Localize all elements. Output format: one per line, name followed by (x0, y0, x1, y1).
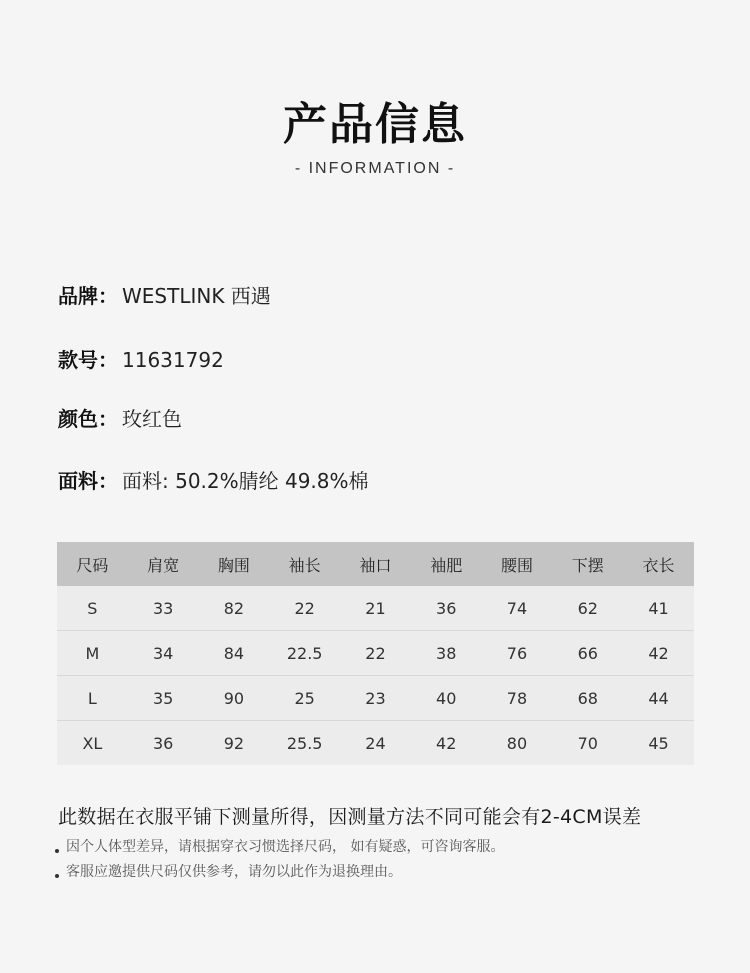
table-cell: 74 (482, 586, 553, 631)
info-label: 品牌： (58, 284, 118, 308)
table-cell: XL (57, 721, 128, 766)
column-header: 肩宽 (128, 542, 199, 586)
table-cell: 25 (269, 676, 340, 721)
table-cell: 76 (482, 631, 553, 676)
column-header: 腰围 (482, 542, 553, 586)
page-title: 产品信息 (283, 99, 467, 150)
table-cell: 80 (482, 721, 553, 766)
table-cell: 33 (128, 586, 199, 631)
info-label: 面料： (58, 469, 118, 493)
bullet-dot-icon (55, 874, 59, 878)
table-cell: M (57, 631, 128, 676)
table-cell: 82 (199, 586, 270, 631)
column-header: 胸围 (199, 542, 270, 586)
table-row (57, 721, 694, 766)
list-item (55, 861, 504, 886)
page-subtitle: - INFORMATION - (294, 160, 456, 177)
table-cell: 62 (552, 586, 623, 631)
table-cell: 84 (199, 631, 270, 676)
table-cell: 35 (128, 676, 199, 721)
table-cell: 42 (623, 631, 694, 676)
info-value: 玫红色 (122, 407, 182, 431)
info-label: 款号： (58, 348, 118, 372)
table-cell: 68 (552, 676, 623, 721)
info-brand (58, 280, 271, 309)
table-cell: 78 (482, 676, 553, 721)
table-cell: 23 (340, 676, 411, 721)
table-cell: 90 (199, 676, 270, 721)
column-header: 袖长 (269, 542, 340, 586)
table-cell: 24 (340, 721, 411, 766)
list-item (55, 836, 504, 861)
table-row (57, 676, 694, 721)
info-color (58, 403, 182, 432)
table-cell: 40 (411, 676, 482, 721)
table-cell: L (57, 676, 128, 721)
column-header: 下摆 (552, 542, 623, 586)
column-header: 尺码 (57, 542, 128, 586)
column-header: 袖肥 (411, 542, 482, 586)
notes-list (55, 836, 504, 886)
table-header-row (57, 542, 694, 586)
info-fabric (58, 465, 369, 494)
info-value: 面料: 50.2%腈纶 49.8%棉 (122, 469, 369, 493)
table-cell: 38 (411, 631, 482, 676)
table-cell: 42 (411, 721, 482, 766)
info-style-number (58, 344, 224, 373)
table-cell: 70 (552, 721, 623, 766)
table-cell: 66 (552, 631, 623, 676)
info-value: WESTLINK 西遇 (122, 284, 271, 308)
table-cell: 22 (340, 631, 411, 676)
size-table (57, 542, 694, 765)
table-cell: 41 (623, 586, 694, 631)
note-text: 因个人体型差异，请根据穿衣习惯选择尺码， 如有疑惑，可咨询客服。 (66, 839, 505, 855)
table-cell: 36 (128, 721, 199, 766)
column-header: 衣长 (623, 542, 694, 586)
table-cell: 92 (199, 721, 270, 766)
info-value: 11631792 (122, 348, 224, 372)
note-text: 客服应邀提供尺码仅供参考，请勿以此作为退换理由。 (66, 864, 402, 880)
table-cell: 22 (269, 586, 340, 631)
table-cell: 21 (340, 586, 411, 631)
table-cell: 22.5 (269, 631, 340, 676)
measurement-note: 此数据在衣服平铺下测量所得，因测量方法不同可能会有2-4CM误差 (58, 806, 642, 828)
table-cell: 44 (623, 676, 694, 721)
table-cell: 45 (623, 721, 694, 766)
table-row (57, 586, 694, 631)
info-label: 颜色： (58, 407, 118, 431)
column-header: 袖口 (340, 542, 411, 586)
bullet-dot-icon (55, 849, 59, 853)
table-cell: 36 (411, 586, 482, 631)
table-cell: 25.5 (269, 721, 340, 766)
table-row (57, 631, 694, 676)
table-cell: 34 (128, 631, 199, 676)
table-cell: S (57, 586, 128, 631)
